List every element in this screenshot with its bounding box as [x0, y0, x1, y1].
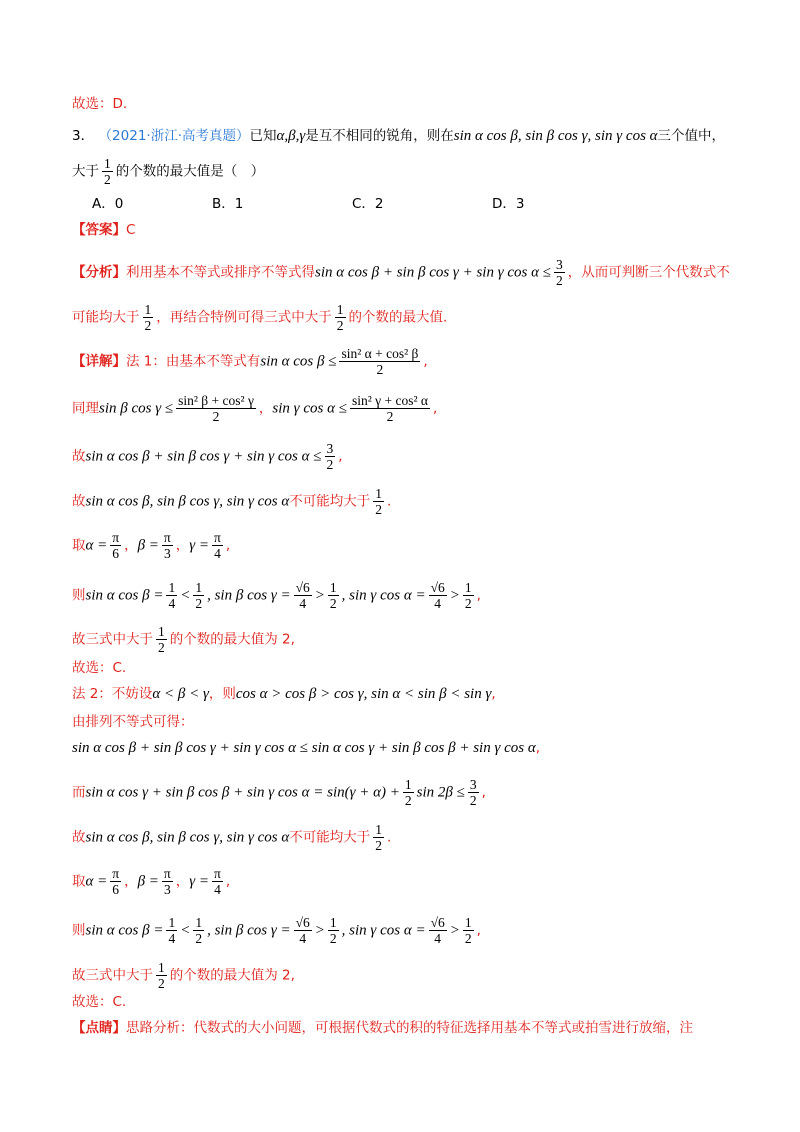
- analysis-line-1: [72, 257, 730, 288]
- question-3-line-2: [72, 156, 264, 187]
- detail-line-5: 取α = $\frac{\pi}{6}$ ，β = $\frac{\pi}{3}$ ，γ = $\frac{\pi}{4}$ ,: [72, 530, 231, 561]
- numerator: 1: [168, 915, 176, 930]
- fraction-one-half: [403, 777, 414, 808]
- denominator: 3: [163, 882, 171, 897]
- denominator: 4: [168, 931, 176, 946]
- detail-text: 故三式中大于: [72, 967, 153, 984]
- analysis-text: ，再结合特例可得三式中大于: [156, 309, 332, 326]
- stem-math: α,β,γ: [276, 128, 306, 144]
- detail-math: sin α cos β =: [85, 922, 164, 939]
- detail-math: sin β cos γ ≤: [99, 400, 174, 417]
- detail-text: 不可能均大于: [289, 829, 371, 846]
- question-3-line-1: [72, 126, 725, 146]
- denominator: 2: [464, 931, 472, 946]
- numerator: 1: [158, 624, 165, 639]
- numerator: 1: [464, 580, 472, 595]
- answer-line: [72, 220, 135, 240]
- fraction-one-half: [373, 822, 384, 853]
- detail-math: cos α > cos β > cos γ, sin α < sin β < sin γ: [235, 686, 492, 702]
- detail-math: sin 2β ≤: [416, 784, 465, 801]
- detail-text: 而: [72, 784, 86, 801]
- detail-math: sin α cos β + sin β cos γ + sin γ cos α ≤ sin α cos γ + sin β cos β + sin γ cos α: [72, 740, 536, 756]
- fraction: [294, 915, 312, 946]
- numerator: 1: [329, 915, 337, 930]
- detail-text: 同理: [72, 400, 99, 417]
- detail-math: sin α cos β + sin β cos γ + sin γ cos α ≤: [85, 448, 322, 465]
- detail-math: >: [449, 587, 460, 604]
- method-2-line-5: 故sin α cos β, sin β cos γ, sin γ cos α不可能均大于 $\frac{1}{2}$ .: [72, 822, 392, 853]
- denominator: 4: [168, 596, 176, 611]
- fraction-one-half: [102, 156, 113, 187]
- denominator: 2: [329, 596, 337, 611]
- detail-line-6: 则sin α cos β = $\frac{1}{4}$ < $\frac{1}{2}$ , sin β cos γ = $\frac{√6}{4}$ > $\frac{1}{2}$ , sin γ cos α = $\frac{√6}{4}$ > $\frac{1}{2}$ ,: [72, 580, 481, 611]
- denominator: 2: [464, 596, 472, 611]
- denominator: 2: [104, 172, 111, 187]
- denominator: 2: [158, 640, 165, 655]
- detail-math: α < β < γ: [152, 686, 209, 702]
- detail-tag: 【详解】: [72, 353, 126, 370]
- answer-value: C: [126, 222, 136, 238]
- fraction: [429, 580, 447, 611]
- method-2-label: 法 2：不妨设: [72, 686, 153, 702]
- numerator: 3: [556, 257, 563, 272]
- fraction-three-halves: [554, 257, 565, 288]
- denominator: 2: [375, 838, 383, 853]
- comment-text: 思路分析：代数式的大小问题，可根据代数式的积的特征选择用基本不等式或拍雪进行放缩，注: [126, 1020, 693, 1036]
- option-a: A．0: [92, 196, 124, 212]
- method-2-line-7: 则sin α cos β = $\frac{1}{4}$ < $\frac{1}{2}$ , sin β cos γ = $\frac{√6}{4}$ > $\frac{1}{2}$ , sin γ cos α = $\frac{√6}{4}$ > $\frac{1}{2}$ ,: [72, 915, 481, 946]
- fraction: [212, 530, 223, 561]
- detail-math: , sin γ cos α =: [341, 587, 426, 604]
- numerator: sin² γ + cos² α: [351, 393, 428, 408]
- method-2-line-9: 故选：C.: [72, 994, 127, 1010]
- denominator: 2: [195, 596, 203, 611]
- detail-math: >: [314, 922, 325, 939]
- denominator: 4: [434, 931, 442, 946]
- fraction: [294, 580, 312, 611]
- denominator: 4: [214, 882, 221, 897]
- fraction: [328, 915, 339, 946]
- numerator: √6: [295, 915, 310, 930]
- detail-math: sin γ cos α ≤: [272, 400, 347, 417]
- fraction-one-half: [156, 960, 167, 991]
- fraction: [166, 580, 177, 611]
- denominator: 2: [144, 318, 152, 333]
- answer-tag: 【答案】: [72, 222, 126, 238]
- detail-math: sin α cos β, sin β cos γ, sin γ cos α: [85, 493, 290, 510]
- numerator: sin² β + cos² γ: [178, 393, 254, 408]
- detail-text: 则: [72, 587, 86, 604]
- denominator: 3: [163, 546, 171, 561]
- fraction: [110, 866, 121, 897]
- detail-math: <: [180, 922, 191, 939]
- fraction: [193, 915, 204, 946]
- analysis-text: ，从而可判断三个代数式不: [567, 264, 730, 281]
- detail-math: γ =: [189, 873, 210, 890]
- denominator: 6: [112, 882, 120, 897]
- method-2-line-1: 法 2：不妨设α < β < γ，则cos α > cos β > cos γ, sin α < sin β < sin γ,: [72, 686, 496, 702]
- method-2-line-2: 由排列不等式可得：: [72, 714, 194, 730]
- denominator: 2: [404, 793, 412, 808]
- analysis-text: 的个数的最大值.: [348, 309, 448, 326]
- detail-math: sin α cos γ + sin β cos β + sin γ cos α = sin(γ + α) +: [85, 784, 400, 801]
- fraction-one-half: [373, 486, 384, 517]
- denominator: 2: [469, 793, 477, 808]
- detail-text: 故: [72, 493, 86, 510]
- option-b: B．1: [212, 196, 244, 212]
- numerator: 3: [326, 441, 334, 456]
- fraction: [463, 580, 474, 611]
- detail-math: <: [180, 587, 191, 604]
- method-1-label: 法 1：由基本不等式有: [126, 353, 261, 370]
- detail-text: 故: [72, 448, 86, 465]
- numerator: π: [163, 866, 171, 881]
- numerator: 1: [168, 580, 176, 595]
- detail-text: ，则: [208, 686, 236, 702]
- numerator: π: [214, 866, 221, 881]
- fraction: [166, 915, 177, 946]
- denominator: 4: [214, 546, 221, 561]
- denominator: 2: [386, 409, 394, 424]
- detail-math: >: [314, 587, 325, 604]
- stem-text: 已知: [249, 128, 277, 144]
- numerator: 1: [144, 302, 152, 317]
- fraction-one-half: [335, 302, 346, 333]
- denominator: 2: [195, 931, 203, 946]
- detail-math: β =: [137, 537, 159, 554]
- detail-text: 不可能均大于: [289, 493, 371, 510]
- detail-math: sin α cos β =: [85, 587, 164, 604]
- denominator: 2: [326, 457, 334, 472]
- detail-line-4: 故sin α cos β, sin β cos γ, sin γ cos α不可能均大于 $\frac{1}{2}$ .: [72, 486, 392, 517]
- denominator: 6: [112, 546, 120, 561]
- stem-text: 大于: [72, 163, 99, 180]
- detail-line-3: 故sin α cos β + sin β cos γ + sin γ cos α ≤ $\frac{3}{2}$ ,: [72, 441, 343, 472]
- detail-math: , sin γ cos α =: [341, 922, 426, 939]
- numerator: 1: [329, 580, 337, 595]
- detail-line-1: 【详解】法 1：由基本不等式有sin α cos β ≤ $\frac{\text{sin² α + cos² β}}{2}$ ,: [72, 346, 428, 377]
- denominator: 2: [556, 273, 563, 288]
- previous-answer: 故选：D.: [72, 96, 128, 112]
- fraction: [350, 393, 430, 424]
- detail-text: 的个数的最大值为 2,: [169, 967, 295, 984]
- stem-text: 是互不相同的锐角，则在: [305, 128, 454, 144]
- analysis-tag: 【分析】: [72, 264, 126, 281]
- question-number: 3．: [72, 128, 95, 144]
- method-2-line-3: sin α cos β + sin β cos γ + sin γ cos α ≤ sin α cos γ + sin β cos β + sin γ cos α,: [72, 740, 541, 756]
- denominator: 4: [299, 931, 307, 946]
- option-d: D．3: [492, 196, 525, 212]
- denominator: 2: [158, 976, 165, 991]
- analysis-text: 利用基本不等式或排序不等式得: [126, 264, 315, 281]
- analysis-text: 可能均大于: [72, 309, 140, 326]
- detail-text: 则: [72, 922, 86, 939]
- numerator: √6: [430, 915, 445, 930]
- numerator: 1: [195, 580, 203, 595]
- denominator: 2: [376, 362, 384, 377]
- analysis-math: sin α cos β + sin β cos γ + sin γ cos α ≤: [315, 264, 551, 281]
- fraction-three-halves: [468, 777, 479, 808]
- numerator: π: [163, 530, 171, 545]
- method-2-line-4: 而sin α cos γ + sin β cos β + sin γ cos α = sin(γ + α) + $\frac{1}{2}$ sin 2β ≤ $\frac{3}{2}$ ,: [72, 777, 486, 808]
- detail-math: , sin β cos γ =: [207, 587, 291, 604]
- numerator: 1: [375, 486, 383, 501]
- method-2-line-6: 取α = $\frac{\pi}{6}$ ，β = $\frac{\pi}{3}$ ，γ = $\frac{\pi}{4}$ ,: [72, 866, 231, 897]
- numerator: 1: [336, 302, 344, 317]
- numerator: π: [112, 866, 120, 881]
- numerator: √6: [430, 580, 445, 595]
- fraction: [193, 580, 204, 611]
- denominator: 2: [375, 502, 383, 517]
- method-2-line-8: [72, 960, 295, 991]
- fraction: [339, 346, 420, 377]
- fraction-three-halves: [325, 441, 336, 472]
- stem-text: 三个值中，: [657, 128, 726, 144]
- denominator: 4: [299, 596, 307, 611]
- detail-text: 故: [72, 829, 86, 846]
- stem-math: sin α cos β, sin β cos γ, sin γ cos α: [453, 128, 658, 144]
- fraction: [110, 530, 121, 561]
- detail-math: γ =: [189, 537, 210, 554]
- detail-line-2: 同理sin β cos γ ≤ $\frac{\text{sin² β + cos² γ}}{2}$ ，sin γ cos α ≤ $\frac{\text{sin² γ + cos² α}}{2}$ ,: [72, 393, 438, 424]
- numerator: sin² α + cos² β: [341, 346, 419, 361]
- numerator: 1: [375, 822, 383, 837]
- numerator: 1: [195, 915, 203, 930]
- fraction-one-half: [156, 624, 167, 655]
- fraction: [176, 393, 256, 424]
- comment-tag: 【点睛】: [72, 1020, 126, 1036]
- denominator: 4: [434, 596, 442, 611]
- detail-text: 取: [72, 873, 86, 890]
- detail-math: >: [449, 922, 460, 939]
- numerator: 3: [469, 777, 477, 792]
- detail-math: sin α cos β, sin β cos γ, sin γ cos α: [85, 829, 290, 846]
- detail-text: 取: [72, 537, 86, 554]
- question-source: （2021·浙江·高考真题）: [98, 128, 250, 144]
- numerator: 1: [158, 960, 165, 975]
- comment-line: [72, 1018, 693, 1038]
- fraction: [212, 866, 223, 897]
- detail-math: β =: [137, 873, 159, 890]
- fraction: [162, 866, 173, 897]
- analysis-line-2: [72, 302, 447, 333]
- detail-math: , sin β cos γ =: [207, 922, 291, 939]
- denominator: 2: [336, 318, 344, 333]
- option-c: C．2: [352, 196, 384, 212]
- stem-text: 的个数的最大值是（ ）: [115, 163, 265, 180]
- denominator: 2: [212, 409, 220, 424]
- detail-line-8: 故选：C.: [72, 660, 127, 676]
- fraction: [463, 915, 474, 946]
- fraction-one-half: [143, 302, 154, 333]
- detail-text: 故三式中大于: [72, 631, 153, 648]
- fraction: [429, 915, 447, 946]
- detail-line-7: [72, 624, 295, 655]
- numerator: 1: [404, 777, 412, 792]
- numerator: 1: [464, 915, 472, 930]
- numerator: √6: [295, 580, 310, 595]
- fraction: [328, 580, 339, 611]
- fraction: [162, 530, 173, 561]
- detail-math: α =: [85, 873, 108, 890]
- numerator: 1: [104, 156, 111, 171]
- detail-text: 的个数的最大值为 2,: [169, 631, 295, 648]
- detail-math: sin α cos β ≤: [260, 353, 337, 370]
- numerator: π: [112, 530, 120, 545]
- numerator: π: [214, 530, 221, 545]
- detail-math: α =: [85, 537, 108, 554]
- denominator: 2: [329, 931, 337, 946]
